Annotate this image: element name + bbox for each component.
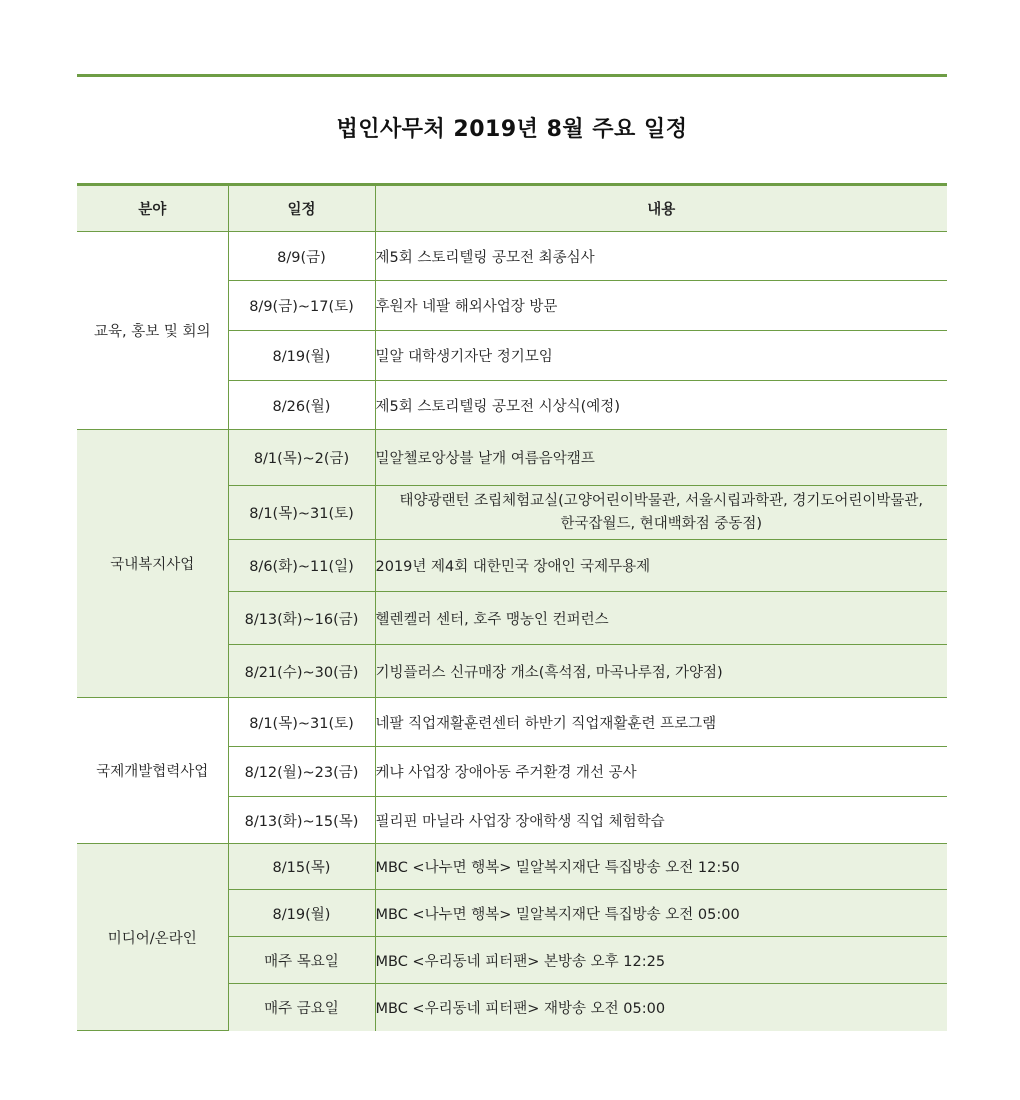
content-cell: MBC <우리동네 피터팬> 본방송 오후 12:25 (375, 937, 947, 984)
date-cell: 8/9(금)~17(토) (228, 281, 375, 331)
content-line-2: 한국잡월드, 현대백화점 중동점) (560, 515, 763, 532)
content-cell: 헬렌켈러 센터, 호주 맹농인 컨퍼런스 (375, 592, 947, 645)
date-cell: 8/1(목)~2(금) (228, 430, 375, 486)
category-cell: 국내복지사업 (77, 430, 228, 698)
schedule-table (77, 183, 947, 1031)
content-line-1: 태양광랜턴 조립체험교실(고양어린이박물관, 서울시립과학관, 경기도어린이박물관, (399, 492, 924, 509)
header-category: 분야 (77, 185, 228, 232)
page-title: 법인사무처 2019년 8월 주요 일정 (336, 117, 688, 142)
content-cell: 2019년 제4회 대한민국 장애인 국제무용제 (375, 540, 947, 592)
content-cell: 네팔 직업재활훈련센터 하반기 직업재활훈련 프로그램 (375, 698, 947, 747)
header-row (77, 185, 947, 232)
date-cell: 8/6(화)~11(일) (228, 540, 375, 592)
top-rule (77, 74, 947, 77)
section-domestic (77, 430, 947, 698)
content-cell: MBC <우리동네 피터팬> 재방송 오전 05:00 (375, 984, 947, 1031)
date-cell: 매주 목요일 (228, 937, 375, 984)
date-cell: 매주 금요일 (228, 984, 375, 1031)
header-content: 내용 (375, 185, 947, 232)
section-international (77, 698, 947, 844)
category-cell: 교육, 홍보 및 회의 (77, 232, 228, 430)
date-cell: 8/15(목) (228, 844, 375, 890)
content-cell: 케냐 사업장 장애아동 주거환경 개선 공사 (375, 747, 947, 797)
date-cell: 8/19(월) (228, 331, 375, 381)
table-row (77, 698, 947, 747)
date-cell: 8/21(수)~30(금) (228, 645, 375, 698)
table-row (77, 844, 947, 890)
content-cell: 밀알첼로앙상블 날개 여름음악캠프 (375, 430, 947, 486)
content-cell: 후원자 네팔 해외사업장 방문 (375, 281, 947, 331)
content-cell: 필리핀 마닐라 사업장 장애학생 직업 체험학습 (375, 797, 947, 844)
category-cell: 국제개발협력사업 (77, 698, 228, 844)
table-row (77, 430, 947, 486)
content-cell (375, 486, 947, 540)
date-cell: 8/26(월) (228, 381, 375, 430)
content-cell: 밀알 대학생기자단 정기모임 (375, 331, 947, 381)
date-cell: 8/13(화)~15(목) (228, 797, 375, 844)
date-cell: 8/13(화)~16(금) (228, 592, 375, 645)
content-cell: 기빙플러스 신규매장 개소(흑석점, 마곡나루점, 가양점) (375, 645, 947, 698)
date-cell: 8/12(월)~23(금) (228, 747, 375, 797)
content-cell: MBC <나누면 행복> 밀알복지재단 특집방송 오전 12:50 (375, 844, 947, 890)
content-cell: MBC <나누면 행복> 밀알복지재단 특집방송 오전 05:00 (375, 890, 947, 937)
category-cell: 미디어/온라인 (77, 844, 228, 1031)
date-cell: 8/1(목)~31(토) (228, 486, 375, 540)
section-education (77, 232, 947, 430)
section-media (77, 844, 947, 1031)
content-cell: 제5회 스토리텔링 공모전 최종심사 (375, 232, 947, 281)
date-cell: 8/1(목)~31(토) (228, 698, 375, 747)
content-cell: 제5회 스토리텔링 공모전 시상식(예정) (375, 381, 947, 430)
table-row (77, 232, 947, 281)
header-date: 일정 (228, 185, 375, 232)
date-cell: 8/19(월) (228, 890, 375, 937)
date-cell: 8/9(금) (228, 232, 375, 281)
